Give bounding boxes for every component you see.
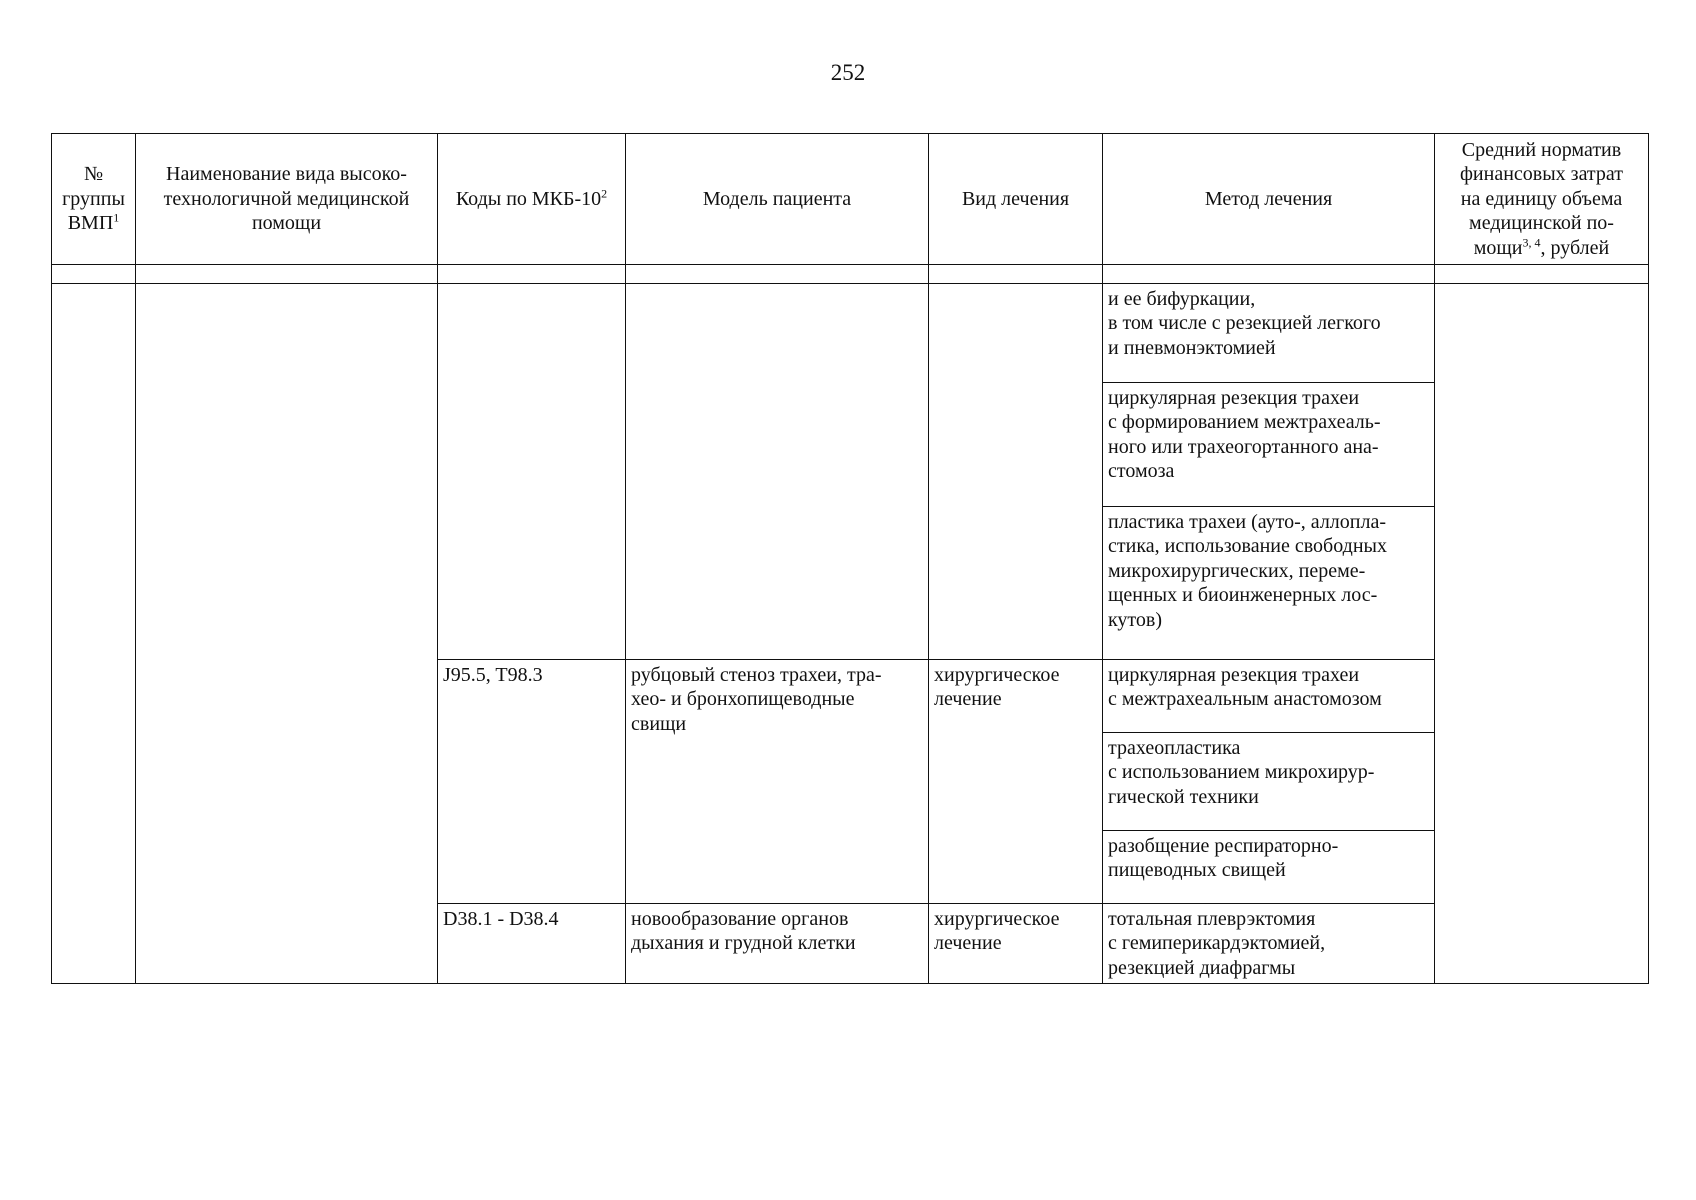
header-row (52, 134, 1649, 265)
group-number-cell (52, 284, 136, 984)
treatment-method-cell: тотальная плеврэктомия с гемиперикардэктомией, резекцией диафрагмы (1103, 904, 1435, 984)
header-group-number-line2: группы (62, 187, 125, 210)
header-treatment-method: Метод лечения (1103, 134, 1435, 265)
header-patient-model: Модель пациента (626, 134, 929, 265)
spacer-cell (929, 265, 1103, 284)
spacer-row (52, 265, 1649, 284)
vmp-table (51, 133, 1649, 984)
page-number: 252 (830, 60, 866, 85)
header-care-type: Наименование вида высоко- технологичной медицинской помощи (136, 134, 438, 265)
treatment-type-cell: хирургическое лечение (929, 660, 1103, 904)
patient-model-cell: новообразование органов дыхания и грудной клетки (626, 904, 929, 984)
footnote-ref: 1 (113, 210, 120, 225)
spacer-cell (1103, 265, 1435, 284)
treatment-method-cell: трахеопластика с использованием микрохирур- гической техники (1103, 733, 1435, 831)
footnote-ref: 3, 4 (1522, 234, 1541, 249)
icd-codes-cell: D38.1 - D38.4 (438, 904, 626, 984)
header-treatment-type: Вид лечения (929, 134, 1103, 265)
care-type-cell (136, 284, 438, 984)
cost-standard-cell (1435, 284, 1649, 984)
header-cost-standard-unit: , рублей (1540, 236, 1610, 259)
treatment-method-cell: циркулярная резекция трахеи с межтрахеальным анастомозом (1103, 660, 1435, 733)
spacer-cell (52, 265, 136, 284)
patient-model-cell: рубцовый стеноз трахеи, тра- хео- и бронхопищеводные свищи (626, 660, 929, 904)
icd-codes-cell (438, 284, 626, 660)
spacer-cell (1435, 265, 1649, 284)
icd-codes-cell: J95.5, T98.3 (438, 660, 626, 904)
treatment-method-cell: пластика трахеи (ауто-, аллопла- стика, использование свободных микрохирургических, переме- щенных и биоинженерных лос- кутов) (1103, 507, 1435, 660)
treatment-method-cell: циркулярная резекция трахеи с формированием межтрахеаль- ного или трахеогортанного ана- стомоза (1103, 383, 1435, 507)
header-cost-standard (1435, 134, 1649, 265)
treatment-type-cell: хирургическое лечение (929, 904, 1103, 984)
header-icd-codes-label: Коды по МКБ-10 (455, 187, 602, 210)
spacer-cell (136, 265, 438, 284)
spacer-cell (626, 265, 929, 284)
table-row (52, 284, 1649, 383)
treatment-method-cell: и ее бифуркации, в том числе с резекцией легкого и пневмонэктомией (1103, 284, 1435, 383)
footnote-ref: 2 (601, 186, 608, 201)
treatment-method-cell: разобщение респираторно- пищеводных свищей (1103, 831, 1435, 904)
header-group-number (52, 134, 136, 265)
header-icd-codes (438, 134, 626, 265)
header-group-number-line1: № (83, 163, 104, 186)
spacer-cell (438, 265, 626, 284)
header-cost-standard-text: Средний норматив финансовых затрат на единицу объема медицинской по- мощи (1459, 139, 1624, 259)
header-group-number-line3: ВМП (67, 212, 114, 235)
treatment-type-cell (929, 284, 1103, 660)
patient-model-cell (626, 284, 929, 660)
